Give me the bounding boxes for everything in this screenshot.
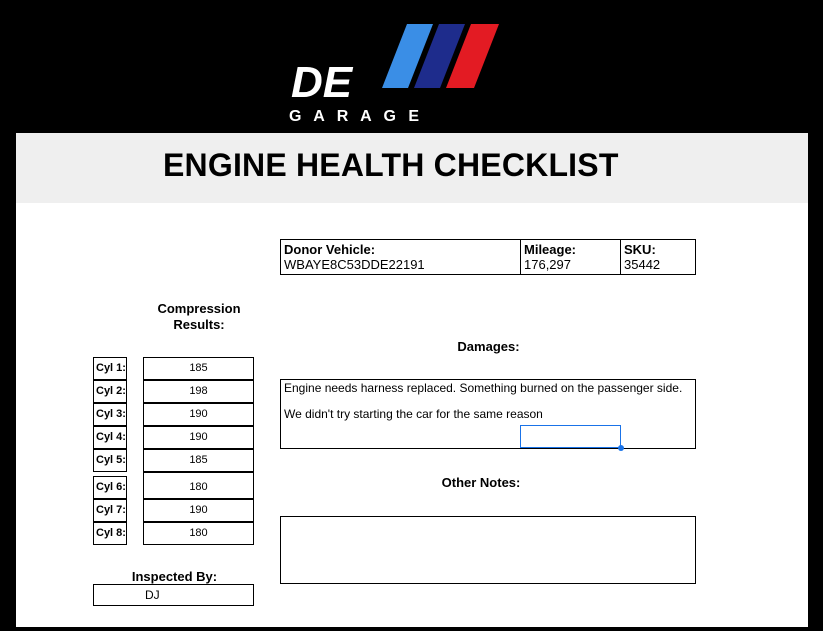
page-title: ENGINE HEALTH CHECKLIST	[163, 147, 619, 183]
cyl-4-label: Cyl 4:	[93, 426, 127, 449]
sku-value: 35442	[624, 257, 661, 272]
cyl-8-label: Cyl 8:	[93, 522, 127, 545]
cyl-4-value[interactable]: 190	[143, 426, 254, 449]
cyl-6-label: Cyl 6:	[93, 476, 127, 499]
compression-heading-line2: Results:	[173, 317, 225, 332]
fill-handle[interactable]	[618, 445, 624, 451]
donor-vehicle-cell[interactable]	[281, 240, 521, 275]
cyl-7-label: Cyl 7:	[93, 499, 127, 522]
inspected-by-value: DJ	[145, 588, 160, 602]
inspected-by-field[interactable]	[93, 584, 254, 606]
compression-heading-line1: Compression	[157, 301, 241, 316]
cyl-5-label: Cyl 5:	[93, 449, 127, 472]
de-garage-logo	[277, 8, 520, 132]
cyl-8-value[interactable]: 180	[143, 522, 254, 545]
damages-heading: Damages:	[457, 339, 520, 354]
cyl-1-label: Cyl 1:	[93, 357, 127, 380]
other-notes-field[interactable]	[280, 516, 696, 584]
compression-heading	[144, 301, 254, 333]
inspected-by-heading: Inspected By:	[131, 569, 218, 584]
cyl-7-value[interactable]: 190	[143, 499, 254, 522]
cyl-6-value[interactable]: 180	[143, 472, 254, 499]
cyl-2-label: Cyl 2:	[93, 380, 127, 403]
damages-field[interactable]	[280, 379, 696, 449]
donor-vehicle-value: WBAYE8C53DDE22191	[284, 257, 425, 272]
cyl-5-value[interactable]: 185	[143, 449, 254, 472]
other-notes-heading: Other Notes:	[441, 475, 521, 490]
damages-line-1: Engine needs harness replaced. Something burned on the passenger side.	[284, 381, 683, 395]
mileage-cell[interactable]	[521, 240, 621, 275]
selected-cell-outline[interactable]	[520, 425, 621, 448]
vehicle-info-table	[280, 239, 696, 275]
mileage-value: 176,297	[524, 257, 571, 272]
logo-wordmark: G A R A G E	[289, 108, 424, 125]
cyl-1-value[interactable]: 185	[143, 357, 254, 380]
donor-vehicle-label: Donor Vehicle:	[284, 242, 376, 257]
cyl-3-label: Cyl 3:	[93, 403, 127, 426]
checklist-sheet	[16, 133, 808, 627]
damages-line-2: We didn't try starting the car for the same reason	[284, 407, 543, 421]
cyl-2-value[interactable]: 198	[143, 380, 254, 403]
mileage-label: Mileage:	[524, 242, 577, 257]
logo-mark: DE	[291, 58, 353, 107]
sku-cell[interactable]	[621, 240, 696, 275]
title-band	[16, 133, 808, 203]
logo-graphic	[277, 8, 520, 132]
sku-label: SKU:	[624, 242, 656, 257]
cyl-3-value[interactable]: 190	[143, 403, 254, 426]
